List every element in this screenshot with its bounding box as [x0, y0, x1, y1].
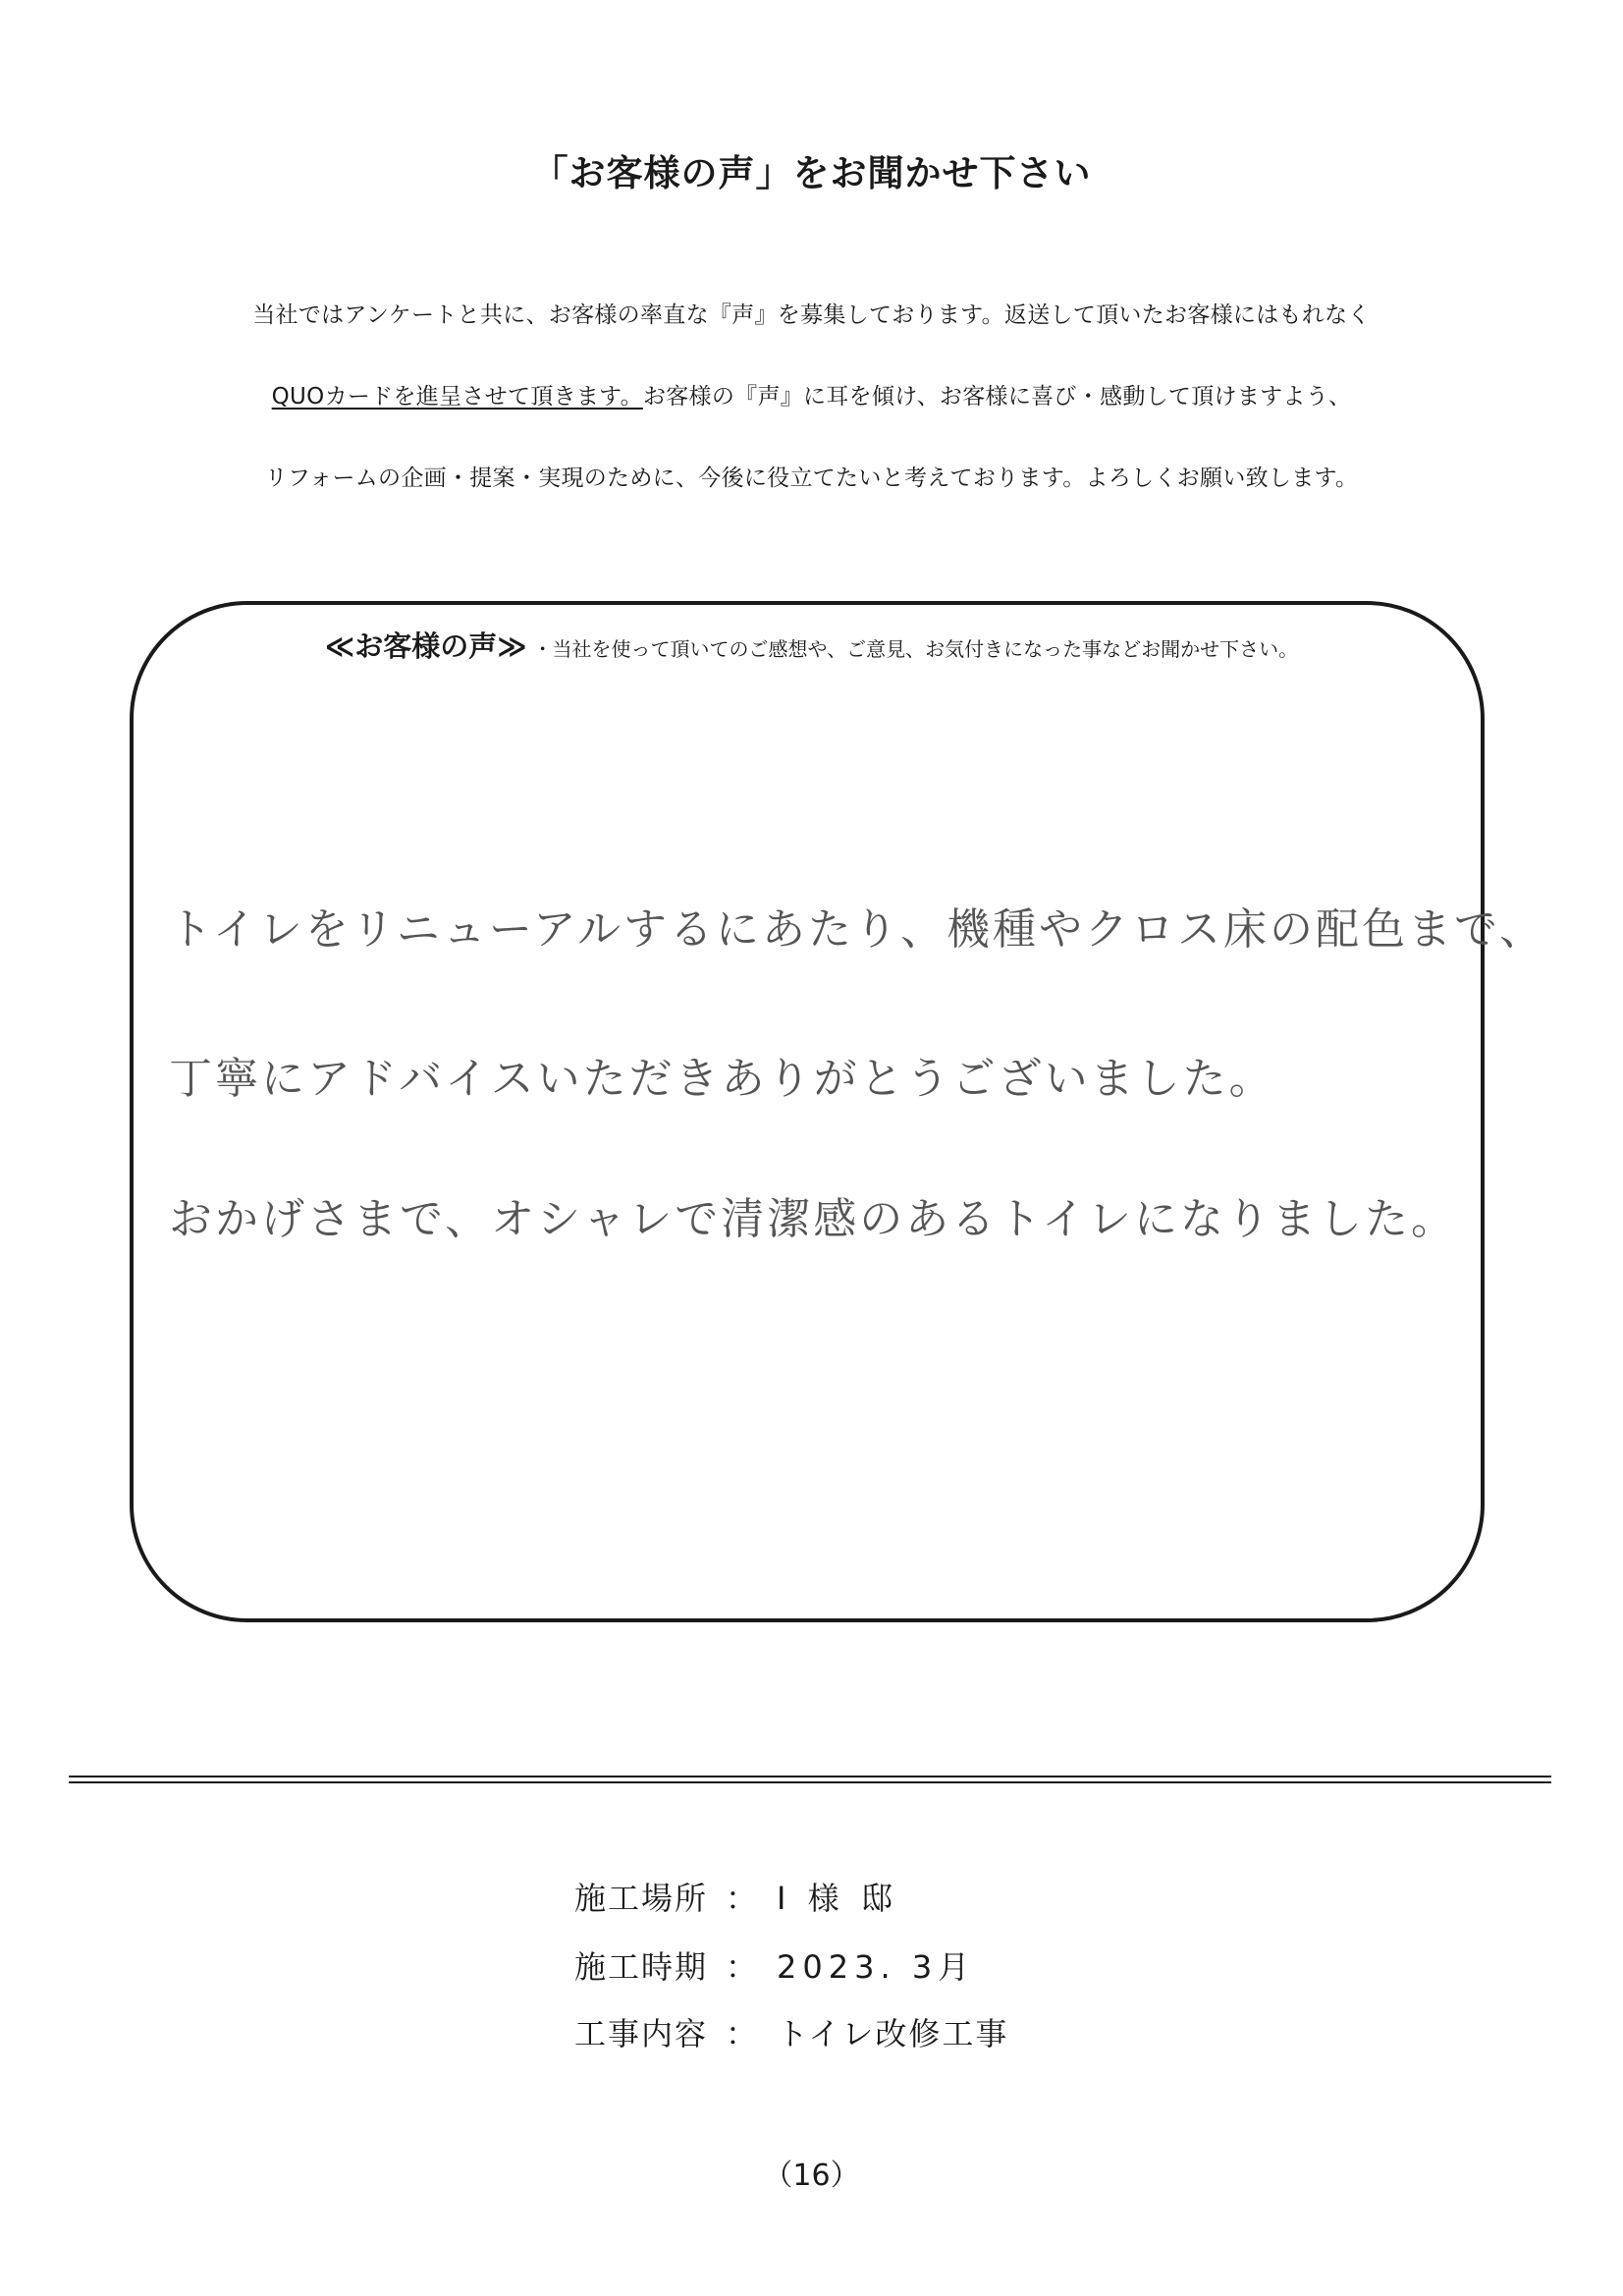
info-location	[574, 1874, 898, 1919]
content-label: 工事内容	[574, 2015, 709, 2052]
intro-line-1: 当社ではアンケートと共に、お客様の率直な『声』を募集しております。返送して頂いたお客様にはもれなく	[252, 302, 1371, 328]
page-title: 「お客様の声」をお聞かせ下さい	[531, 152, 1092, 194]
intro-underlined-text: QUOカードを進呈させて頂きます。	[271, 384, 643, 410]
customer-voice-box	[130, 601, 1485, 1622]
voice-box-header	[0, 625, 1623, 665]
content-value: トイレ改修工事	[777, 2015, 1009, 2052]
period-value: 2023. 3月	[777, 1948, 976, 1986]
separator: ：	[726, 1948, 760, 1986]
voice-box-label: ≪お客様の声≫	[324, 629, 527, 663]
info-content	[574, 2009, 1008, 2054]
location-label: 施工場所	[574, 1880, 709, 1917]
double-divider	[69, 1776, 1551, 1783]
location-value: I 様 邸	[777, 1880, 898, 1917]
handwritten-line-3: おかげさまで、オシャレで清潔感のあるトイレになりました。	[169, 1194, 1458, 1244]
voice-box-instruction: ・当社を使って頂いてのご感想や、ご意見、お気付きになった事などお聞かせ下さい。	[532, 637, 1299, 661]
handwritten-line-1: トイレをリニューアルするにあたり、機種やクロス床の配色まで、	[169, 904, 1546, 955]
page-number: （16）	[763, 2159, 860, 2193]
intro-line-2	[0, 378, 1623, 410]
separator: ：	[726, 1880, 760, 1917]
separator: ：	[726, 2015, 760, 2052]
intro-line-2-rest: お客様の『声』に耳を傾け、お客様に喜び・感動して頂けますよう、	[642, 384, 1352, 410]
period-label: 施工時期	[574, 1948, 709, 1986]
intro-line-3: リフォームの企画・提案・実現のために、今後に役立てたいと考えております。よろしくお願い致します。	[264, 465, 1359, 491]
info-period	[574, 1942, 975, 1988]
handwritten-line-2: 丁寧にアドバイスいただきありがとうございました。	[169, 1054, 1275, 1104]
